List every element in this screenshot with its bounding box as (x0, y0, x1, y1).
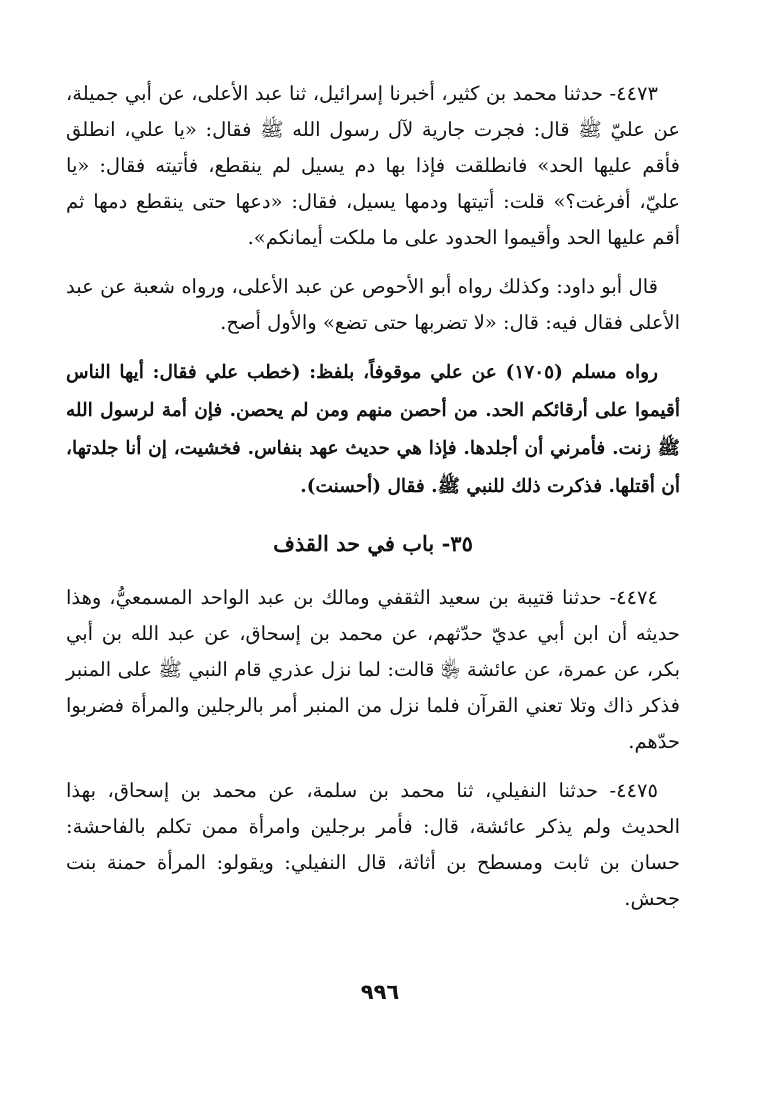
hadith-4474-paragraph: ٤٤٧٤- حدثنا قتيبة بن سعيد الثقفي ومالك بن عبد الواحد المسمعيُّ، وهذا حديثه أن ابن أبي عديّ حدّثهم، عن محمد بن إسحاق، عن عبد الله بن أبي بكر، عن عمرة، عن عائشة ﵂ قالت: لما نزل عذري قام النبي ﷺ على المنبر فذكر ذاك وتلا تعني القرآن فلما نزل من المنبر أمر بالرجلين والمرأة فضربوا حدّهم. (66, 586, 680, 753)
page-body (66, 76, 680, 930)
page-number: ٩٩٦ (360, 980, 400, 1004)
abu-dawud-comment-paragraph: قال أبو داود: وكذلك رواه أبو الأحوص عن عبد الأعلى، ورواه شعبة عن عبد الأعلى فقال فيه: قال: «لا تضربها حتى تضع» والأول أصح. (66, 275, 680, 334)
hadith-4473-paragraph: ٤٤٧٣- حدثنا محمد بن كثير، أخبرنا إسرائيل، ثنا عبد الأعلى، عن أبي جميلة، عن عليّ ﷺ قال: فجرت جارية لآل رسول الله ﷺ فقال: «يا علي، انطلق فأقم عليها الحد» فانطلقت فإذا بها دم يسيل لم ينقطع، فأتيته فقال: «يا عليّ، أفرغت؟» قلت: أتيتها ودمها يسيل، فقال: «دعها حتى ينقطع دمها ثم أقم عليها الحد وأقيموا الحدود على ما ملكت أيمانكم». (66, 82, 680, 249)
chapter-heading: ٣٥- باب في حد القذف (273, 531, 473, 556)
muslim-note-paragraph: رواه مسلم (١٧٠٥) عن علي موقوفاً، بلفظ: (خطب علي فقال: أيها الناس أقيموا على أرقائكم الحد. من أحصن منهم ومن لم يحصن. فإن أمة لرسول الله ﷺ زنت. فأمرني أن أجلدها. فإذا هي حديث عهد بنفاس. فخشيت، إن أنا جلدتها، أن أقتلها. فذكرت ذلك للنبي ﷺ. فقال (أحسنت). (66, 362, 680, 497)
hadith-4475-paragraph: ٤٤٧٥- حدثنا النفيلي، ثنا محمد بن سلمة، عن محمد بن إسحاق، بهذا الحديث ولم يذكر عائشة، قال: فأمر برجلين وامرأة ممن تكلم بالفاحشة: حسان بن ثابت ومسطح بن أثاثة، قال النفيلي: ويقولو: المرأة حمنة بنت جحش. (66, 779, 680, 910)
